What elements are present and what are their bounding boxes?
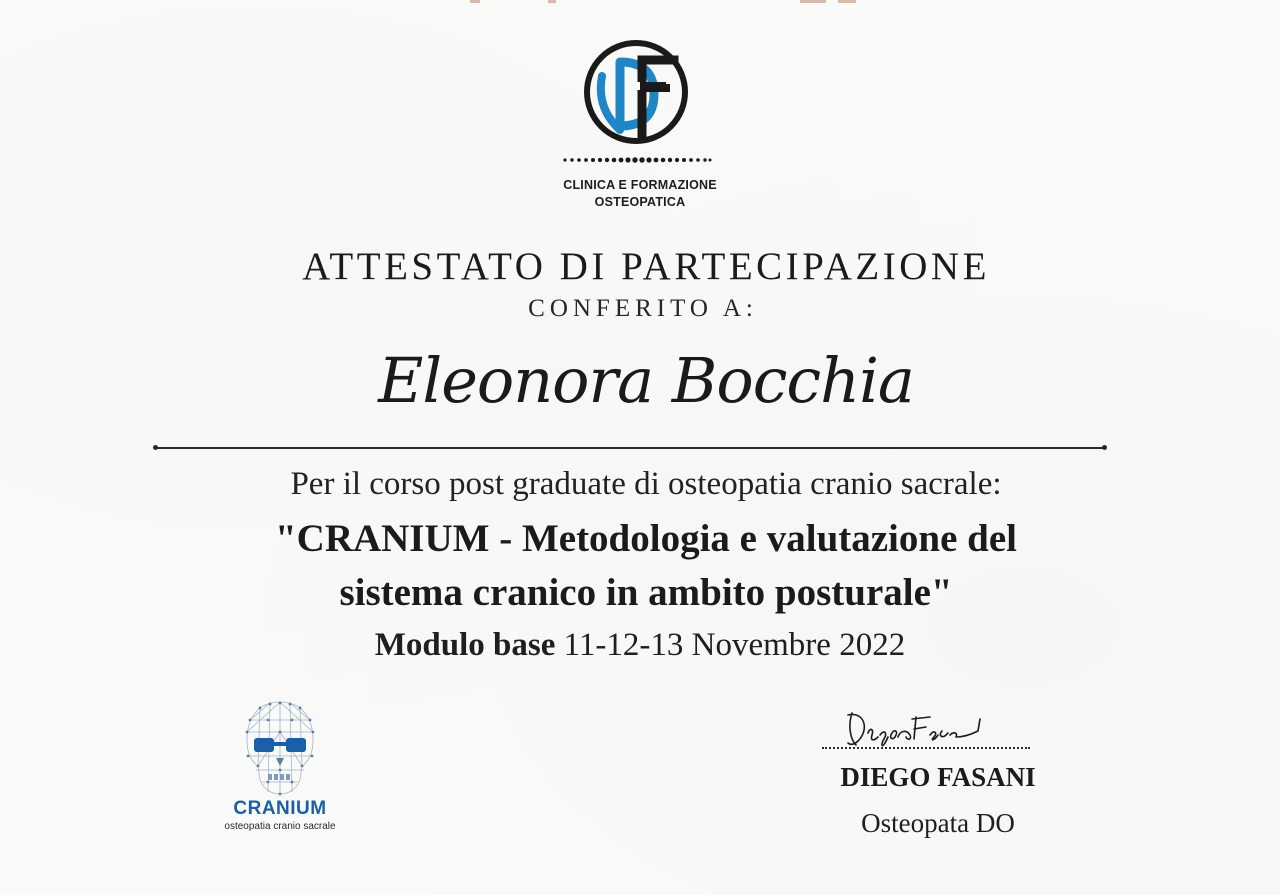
certificate-title: ATTESTATO DI PARTECIPAZIONE [302,245,990,288]
course-intro: Per il corso post graduate di osteopatia cranio sacrale: [290,466,1002,502]
signature-line [822,747,1030,749]
recipient-name: Eleonora Bocchia [378,344,914,417]
logo-text-line2: OSTEOPATICA [594,195,686,209]
signatory-name: DIEGO FASANI [840,762,1036,792]
logo-dot-divider [562,156,712,164]
df-monogram-icon [580,38,692,146]
course-title-line1: "CRANIUM - Metodologia e valutazione del [275,517,1017,560]
cranium-logo [222,698,342,843]
certificate-subtitle: CONFERITO A: [528,295,758,322]
logo-text-line1: CLINICA E FORMAZIONE [563,178,717,192]
course-title [0,512,1280,620]
clinic-logo [548,38,732,213]
signatory-role: Osteopata DO [861,808,1015,838]
cranium-logo-name: CRANIUM [233,798,327,819]
top-edge-marks [470,0,890,6]
cranium-logo-tagline: osteopatia cranio sacrale [224,821,336,832]
module-dates: 11-12-13 Novembre 2022 [563,627,906,663]
module-label: Modulo base [374,627,556,663]
name-underline [155,447,1105,449]
module-info [0,627,1280,664]
skull-network-icon [244,700,316,796]
course-title-line2: sistema cranico in ambito posturale" [339,571,953,614]
